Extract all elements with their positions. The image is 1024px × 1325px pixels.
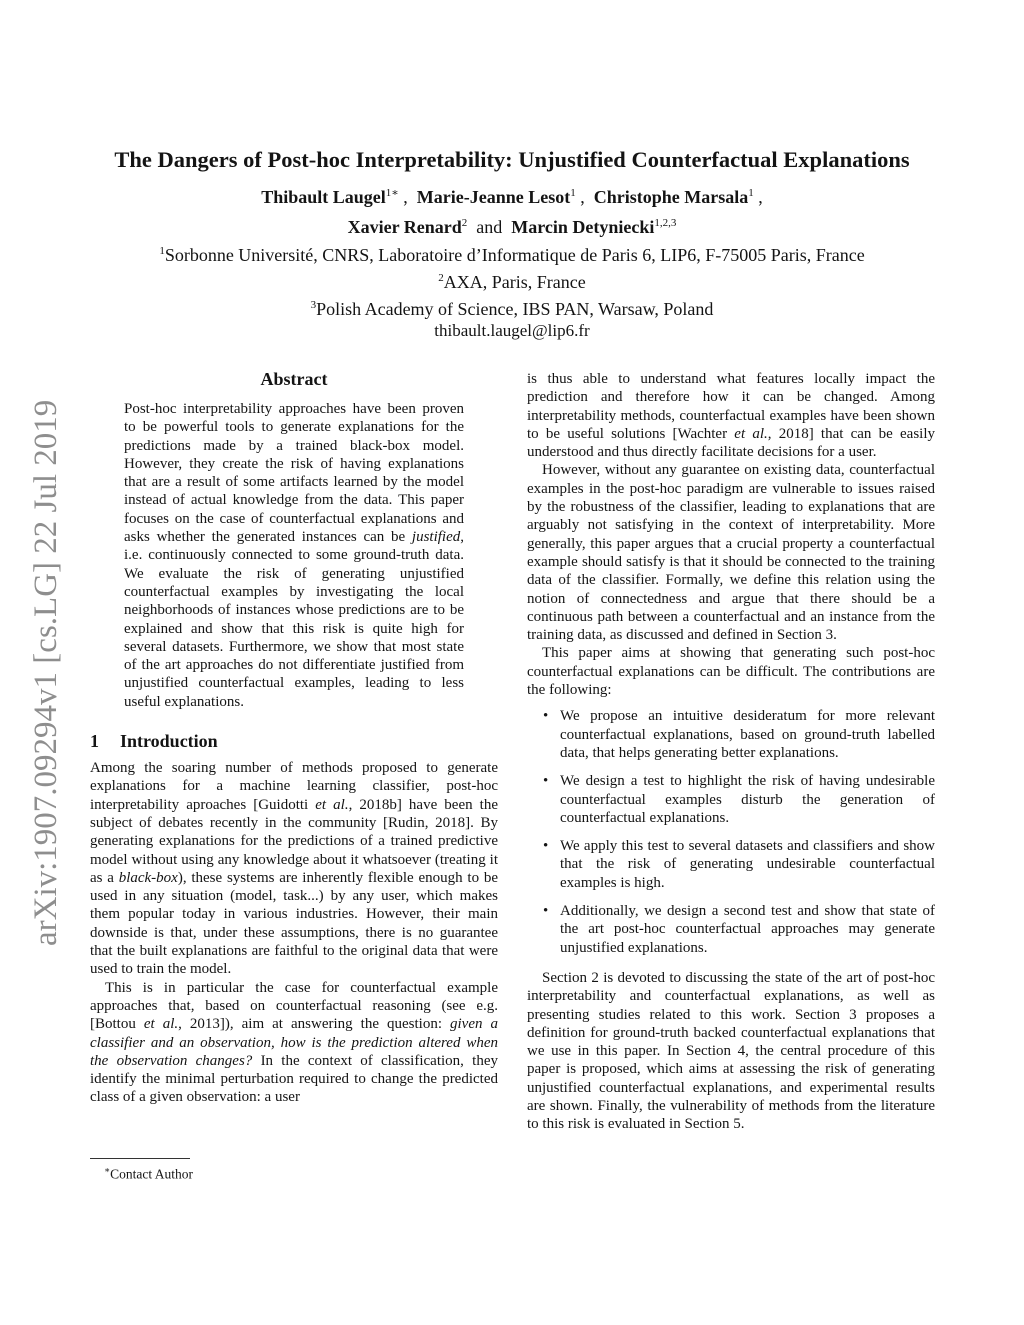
- affiliation-text: AXA, Paris, France: [443, 272, 586, 292]
- abstract-text: , i.e. continuously connected to some ground-truth data. We evaluate the risk of generating unjustified counterfactual examples by investigating the local neighborhoods of instances whose predictions are to be explained and show that this risk is quite high for several datasets. Furthermore, we show that most state of the art approaches do not differentiate justified from unjustified counterfactual examples, leading to less useful explanations.: [124, 529, 464, 710]
- paper-title: The Dangers of Post-hoc Interpretability: Unjustified Counterfactual Explanations: [114, 147, 910, 172]
- author-name: Marie-Jeanne Lesot: [416, 187, 571, 207]
- abstract-text: Post-hoc interpretability approaches have been proven to be powerful tools to generate explanations for the predictions made by a trained black-box model. However, they create the risk of having explanations that are a result of some artifacts learned by the model instead of actual knowledge from the data. This paper focuses on the case of counterfactual explanations and asks whether the generated instances can be: [124, 401, 464, 546]
- contributions-list: [527, 707, 935, 957]
- footnote: [104, 1161, 193, 1184]
- paper-header: [100, 146, 924, 341]
- author-list: [100, 180, 924, 240]
- affiliation-2: [100, 267, 924, 294]
- abstract-heading: Abstract: [260, 369, 328, 389]
- list-item: [527, 772, 935, 827]
- bullet-icon: •: [543, 708, 549, 725]
- intro-text: , 2013]), aim at answering the question:: [178, 1016, 451, 1033]
- bullet-icon: •: [543, 838, 549, 855]
- intro-paragraph-2: [90, 979, 498, 1107]
- abstract-emphasis: justified: [411, 529, 461, 546]
- list-item: [527, 707, 935, 762]
- author-mark: 1: [570, 187, 576, 199]
- intro-paragraph-1: [90, 759, 498, 979]
- author-name: Marcin Detyniecki: [511, 217, 655, 237]
- footnote-divider: [90, 1158, 190, 1159]
- affiliation-mark: 2: [438, 272, 444, 284]
- intro-text: Among the soaring number of methods proposed to generate explanations for a machine learning classifier, post-hoc interpretability aproaches [Guidotti: [90, 760, 498, 813]
- right-paragraph-2: However, without any guarantee on existing data, counterfactual examples in the post-hoc paradigm are vulnerable to issues raised by the robustness of the classifier, leading to explanations that are arguably not satisfying in the context of interpretability. More generally, this paper argues that a crucial property a counterfactual example should satisfy is that it should be connected to the training data of the classifier. Formally, we define this relation using the notion of connectedness and argue that there should be a continuous path between a counterfactual and an instance from the training data, as discussed and defined in Section 3.: [527, 462, 935, 644]
- list-item: [527, 837, 935, 892]
- abstract-body: [124, 400, 464, 711]
- left-column: [90, 366, 498, 1107]
- list-item-text: We apply this test to several datasets and classifiers and show that the risk of generating undesirable counterfactual examples is high.: [560, 838, 935, 891]
- intro-text: ), these systems are inherently flexible enough to be used in any situation (model, task...) by any user, which makes them popular today in various industries. However, their main downside is that, under these assumptions, there is no guarantee that the built explanations are faithful to the original data that were used to train the model.: [90, 869, 498, 978]
- affiliation-mark: 3: [310, 299, 317, 311]
- footnote-mark: ∗: [104, 1165, 111, 1175]
- abstract-paragraph: [124, 400, 464, 711]
- section-number: 1: [90, 731, 99, 752]
- section-heading-introduction: [90, 729, 498, 753]
- right-column: [527, 370, 935, 1134]
- author-conjunction: and: [476, 217, 503, 237]
- citation-etal: et al.: [315, 796, 349, 813]
- section-title: Introduction: [120, 731, 218, 752]
- right-paragraph-4: Section 2 is devoted to discussing the state of the art of post-hoc interpretability and counterfactual explanations, as well as presenting studies related to this work. Section 3 proposes a definition for ground-truth backed counterfactual explanations that we use in this paper. In Section 4, the central procedure of this paper is proposed, which aims at assessing the risk of generating unjustified counterfactual explanations, and experimental results are shown. Finally, the vulnerability of methods from the literature to this risk is evaluated in Section 5.: [527, 969, 935, 1133]
- intro-text: This is in particular the case for counterfactual example approaches that, based on counterfactual reasoning (see e.g. [Bottou: [90, 979, 498, 1033]
- affiliation-mark: 1: [159, 245, 165, 257]
- bullet-icon: •: [543, 773, 549, 790]
- author-mark: 1∗: [385, 187, 399, 199]
- author-mark: 1,2,3: [654, 217, 677, 229]
- citation-etal: et al.: [143, 1016, 179, 1033]
- affiliation-1: [100, 240, 924, 267]
- author-mark: 1: [748, 187, 754, 199]
- citation-etal: et al.: [734, 425, 768, 442]
- list-item-text: We design a test to highlight the risk of having undesirable counterfactual examples disturb the generation of counterfactual explanations.: [560, 773, 935, 826]
- right-paragraph-3: This paper aims at showing that generating such post-hoc counterfactual explanations can be difficult. The contributions are the following:: [527, 645, 935, 699]
- affiliation-text: Sorbonne Université, CNRS, Laboratoire d’Informatique de Paris 6, LIP6, F-75005 Paris, France: [164, 245, 865, 265]
- list-item-text: We propose an intuitive desideratum for more relevant counterfactual explanations, based on ground-truth labelled data, that helps generating better explanations.: [560, 708, 935, 761]
- author-name: Xavier Renard: [347, 217, 462, 237]
- author-line-2: [100, 210, 924, 240]
- intro-text: , 2018b] have been the subject of debates recently in the community [Rudin, 2018]. By generating explanations for the predictions of a trained predictive model without using any knowledge about it whatsoever (treating it as a: [90, 796, 498, 886]
- list-item: [527, 902, 935, 957]
- author-mark: 2: [461, 217, 468, 229]
- author-name: Christophe Marsala: [593, 187, 749, 207]
- right-paragraph-1: [527, 370, 935, 461]
- footnote-text: Contact Author: [110, 1166, 193, 1182]
- arxiv-identifier-stamp: arXiv:1907.09294v1 [cs.LG] 22 Jul 2019: [28, 399, 64, 946]
- author-name: Thibault Laugel: [261, 187, 386, 207]
- contact-email: thibault.laugel@lip6.fr: [434, 321, 590, 340]
- body-text: is thus able to understand what features locally impact the prediction and therefore how it can be changed. Among interpretability methods, counterfactual examples have been shown to be useful solutions [Wachter: [527, 371, 935, 442]
- intro-emphasis: given a classifier and an observation, how is the prediction altered when the observation changes?: [90, 1016, 499, 1069]
- intro-text: In the context of classification, they identify the minimal perturbation required to change the predicted class of a given observation: a user: [90, 1052, 498, 1106]
- intro-emphasis: black-box: [118, 869, 178, 886]
- bullet-icon: •: [543, 903, 549, 920]
- author-line-1: Thibault Laugel$^{1∗}$ , Marie-Jeanne Lesot$^1$ , Christophe Marsala$^1$ ,: [261, 187, 763, 207]
- affiliation-3: [100, 294, 924, 321]
- list-item-text: Additionally, we design a second test and show that state of the art post-hoc counterfactual approaches may generate unjustified explanations.: [560, 903, 935, 956]
- body-text: , 2018] that can be easily understood and thus directly facilitate decisions for a user.: [527, 425, 935, 461]
- affiliation-text: Polish Academy of Science, IBS PAN, Warsaw, Poland: [316, 299, 714, 319]
